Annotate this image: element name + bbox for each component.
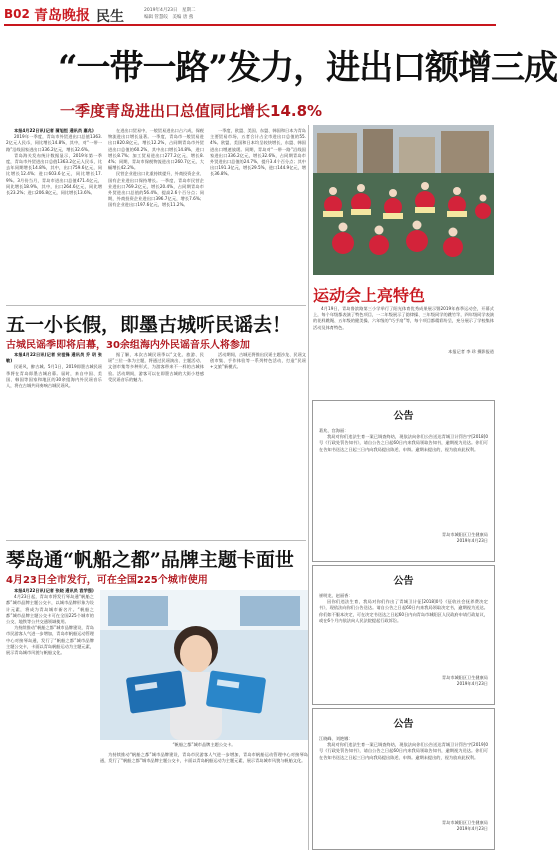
story2-byline: 本报4月22日讯(记者 宋祖锋 通讯员 乔 玥 张敏) — [6, 352, 102, 364]
notice-body — [319, 736, 488, 820]
notice-org: 青岛市城阳区卫生健康局 — [441, 532, 488, 537]
story3-paragraph: 为持续推动“帆船之都”城市品牌建设，青岛市民游客人气进一步增加，青岛市帆船运动管理中心对接琴岛通，发行了“帆船之都”城市品牌主题公交卡，卡面以青岛帆船运动为主题元素，展示青岛城市风貌与帆船文化。 — [6, 625, 94, 656]
notice-title: 公告 — [393, 576, 414, 587]
notice-greeting: 崔明龙、赵丽香： — [319, 593, 353, 598]
date-line: 2019年4月23日 星期二 — [144, 8, 196, 13]
story2-paragraph: 活动期间，古城还将推出民谣主题沙龙、民谣文创市集、手作体验等一系列特色活动，打造“民谣+文旅”新模式。 — [210, 352, 306, 370]
notice-title: 公告 — [393, 719, 414, 730]
notice-text: 我局对你们违法生育一案已调查终结，现依法向你们公告送达青城卫计罚告字[2019]0号《行政处罚告知书》，请自公告之日起60日内来我局领取告知书，逾期视为送达。你们可在告知书送达之日起三日内向我局提出陈述、申辩。逾期未提出的，视为放弃此权利。 — [319, 742, 488, 760]
story1-paragraph: 青岛海关发布统计数据显示，2019年第一季度，青岛市外贸进出口总值1363.2亿元人民币，比去年同期增长14.8%，其中，出口759.6亿元，同比增长12.4%；进口603.6亿元，同比增长17.9%。3月份当月，青岛市进出口总值471.4亿元，同比增长18.9%，其中，出口264.6亿元，同比增长23.2%；进口206.8亿元，同比增长13.6%。 — [6, 152, 102, 196]
photo-caption-text — [313, 306, 494, 348]
story1-column-2 — [108, 128, 204, 298]
photo-credit: 本报记者 李 珍 摄影报道 — [448, 349, 494, 354]
masthead — [4, 4, 496, 26]
notice-text: 因你们违法生育，我局对你们作出了青城卫计征[2018]0号《征收社会抚养费决定书》，现依法向你们公告送达。请自公告之日起60日内来我局领取决定书，逾期视为送达。你们如不服本决定，可在决定书送达之日起60日内向青岛市城阳区人民政府申请行政复议，或在6个月内依法向人民法院提起行政诉讼。 — [319, 599, 488, 623]
notice-date: 2019年4月23日 — [456, 681, 488, 687]
notice-greeting: 葛兆、宫海丽： — [319, 428, 349, 433]
transit-card-photo — [100, 590, 308, 740]
story3-column-2 — [100, 752, 308, 850]
issue-meta — [144, 7, 196, 21]
story3-byline: 本报4月22日讯(记者 张晓 通讯员 袁学强) — [14, 588, 94, 593]
story1-column-1 — [6, 128, 102, 298]
story3-subhead: 4月23日全市发行，可在全国225个城市使用 — [6, 575, 208, 586]
newspaper-logo: 青岛晚报 — [34, 8, 90, 24]
notice-2 — [312, 565, 495, 705]
sports-meeting-photo — [313, 125, 494, 275]
divider — [6, 305, 306, 306]
divider — [6, 540, 306, 541]
notice-title: 公告 — [393, 411, 414, 422]
story2-headline: 五一小长假，即墨古城听民谣去！ — [6, 314, 292, 336]
story3-paragraph: 4月23日起，青岛市将发行琴岛通“帆船之都”城市品牌主题公交卡，以城市品牌形象为设计元素，将成为青岛城市新名片。“帆船之都”城市品牌主题公交卡可在全国225个城市的公交、地铁等公共交通领域使用。 — [6, 594, 94, 625]
notice-body — [319, 428, 488, 532]
story2-paragraph: 据了解，本次古城民谣季以“文化、旅游、民谣”三位一体为主题，将通过民谣演出、主题活动、文创市集等多种形式，为游客带来不一样的古城体验。活动期间，游客可以在即墨古城的大街小巷感受民谣音乐的魅力。 — [108, 352, 204, 382]
story1-paragraph: 一季度，欧盟、美国、东盟、韩国和日本为青岛主要贸易市场，五者合计占全市进出口总值的55.4%。欧盟、美国和日本均呈较快增长，东盟、韩国进出口增速放缓。同期，青岛对“一带一路”沿线国家进出口336.2亿元，增长32.6%，占同期青岛市外贸进出口总值的24.7%，提升3.4个百分点；其中出口191.3亿元，增长29.5%，进口144.9亿元，增长36.8%。 — [210, 128, 306, 177]
page-number: B02 — [4, 7, 30, 21]
story3-column-1 — [6, 588, 94, 850]
story1-paragraph: 在进出口贸易中，一般贸易进出口占六成，保税物流进出口增长显著。一季度，青岛市一般贸易进出口820.8亿元，增长12.2%，占同期青岛市外贸进出口总值的60.2%，其中出口增长14.8%，进口增长8.7%；加工贸易进出口277.2亿元，增长8.4%；同期，青岛市保税物流进出口260.7亿元，大幅增长42.2%。 — [108, 128, 204, 171]
editor-line: 编辑 管慧皎 美编 唐 燕 — [144, 15, 194, 20]
notice-org: 青岛市城阳区卫生健康局 — [441, 675, 488, 680]
story1-column-3 — [210, 128, 306, 298]
notice-1 — [312, 400, 495, 562]
story3-paragraph: 为持续推动“帆船之都”城市品牌建设，青岛市民游客人气进一步增加，青岛市帆船运动管理中心对接琴岛通，发行了“帆船之都”城市品牌主题公交卡，卡面以青岛帆船运动为主题元素，展示青岛城市风貌与帆船文化。 — [100, 752, 308, 764]
photo-caption-paragraph: 4月19日，青岛鲁滨路第三小学举行了阳光体育优秀成果展示暨2019年春季运动会，开幕式上，每个年级都表演了特色项目，一二年级展示了韵律操、三年级同学的跳竹竿，四年级同学表演的花样跳绳、五年级的健美操、六年级的“巧手扇”等，每个项目都精彩纷呈，充分展示了学校集体活动及体育特色。 — [313, 306, 494, 330]
notice-date: 2019年4月23日 — [456, 826, 488, 832]
story1-byline: 本报4月22日讯(记者 蒲旭恒 通讯员 嘉兆) — [14, 128, 94, 133]
notice-date: 2019年4月23日 — [456, 538, 488, 544]
column-divider — [308, 125, 309, 850]
story1-paragraph: 2019年一季度，青岛市外贸进出口总值1363.2亿元人民币，同比增长14.8%，其中，对“一带一路”沿线国家进出口336.2亿元，增长32.6%。 — [6, 134, 102, 152]
story2-column-3 — [210, 352, 306, 534]
story1-headline: “一带一路”发力，进出口额增三成 — [58, 48, 557, 88]
transit-card-photo-caption: “帆船之都”城市品牌主题公交卡。 — [172, 742, 236, 747]
notice-body — [319, 593, 488, 675]
story1-paragraph: 民营企业进出口比重持续提升，外商投资企业、国有企业进出口保持增长。一季度，青岛市民营企业进出口769.2亿元，增长20.4%，占同期青岛市外贸进出口总值的56.4%，提高2.6个百分点；同期，外商投资企业进出口396.7亿元，增长7.6%；国有企业进出口197.6亿元，增长11.2%。 — [108, 171, 204, 208]
photo-caption-title: 运动会上亮特色 — [313, 286, 426, 305]
story1-subhead: 一季度青岛进出口总值同比增长14.8% — [60, 102, 323, 120]
story2-column-1 — [6, 352, 102, 534]
section-name: 民生 — [96, 9, 124, 25]
story2-paragraph: 民谣风，醉古城。5月1日，2019即墨古城民谣季将在青岛即墨古城启幕。届时，来自中国、美国、韩国等国家和地区的30余组海内外民谣音乐人，将在古城共同奏响古城民谣风。 — [6, 364, 102, 389]
notice-text: 我局对你们违法生育一案已调查终结，现依法向你们公告送达青城卫计罚告字[2018]0号《行政处罚告知书》，请自公告之日起60日内来我局领取告知书，逾期视为送达。你们可在告知书送达之日起三日内向我局提出陈述、申辩。逾期未提出的，视为放弃此权利。 — [319, 434, 488, 452]
notice-3 — [312, 708, 495, 850]
story2-column-2 — [108, 352, 204, 534]
notice-greeting: 江晓峰、刘艳娜： — [319, 736, 353, 741]
story3-headline: 琴岛通“帆船之都”品牌主题卡面世 — [6, 549, 294, 571]
story2-subhead: 古城民谣季即将启幕，30余组海内外民谣音乐人将参加 — [6, 340, 250, 351]
notice-org: 青岛市城阳区卫生健康局 — [441, 820, 488, 825]
